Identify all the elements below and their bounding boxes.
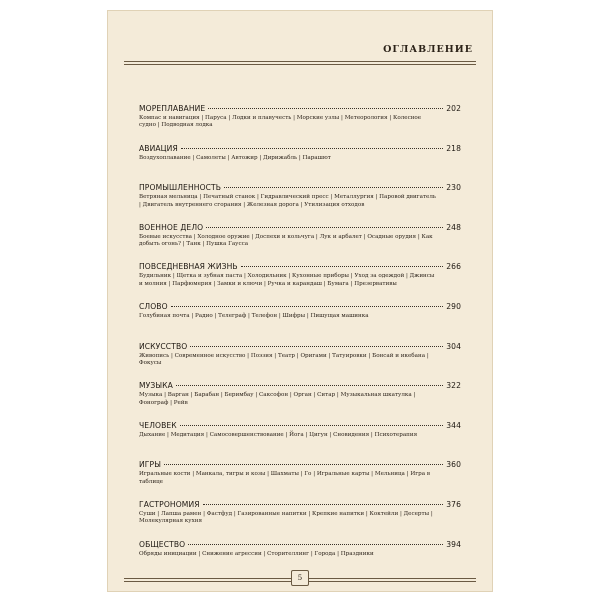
toc-entry-subtitle: Обряды инициации | Снижение агрессии | Сторителлинг | Города | Праздники bbox=[139, 550, 374, 557]
table-of-contents bbox=[139, 104, 461, 579]
toc-entry-title: ГАСТРОНОМИЯ bbox=[139, 499, 200, 509]
toc-entry-subtitle: Ветряная мельница | Печатный станок | Гидравлический пресс | Металлургия | Паровой двигатель | Двигатель внутреннего сгорания | Железная дорога | Утилизация отходов bbox=[139, 194, 436, 208]
toc-entry-title: АВИАЦИЯ bbox=[139, 143, 178, 153]
toc-entry-page: 202 bbox=[446, 104, 461, 113]
toc-entry-subtitle: Живопись | Современное искусство | Поэзия | Театр | Оригами | Татуировки | Бонсай и икебана | Фокусы bbox=[139, 352, 429, 366]
toc-entry-subtitle: Игральные кости | Манкала, тигры и козы | Шахматы | Го | Игральные карты | Мельница | Игра в таблице bbox=[139, 471, 430, 485]
toc-entry-page: 230 bbox=[446, 183, 461, 193]
toc-entry bbox=[139, 381, 461, 421]
toc-entry-heading[interactable] bbox=[139, 381, 461, 390]
toc-entry bbox=[139, 262, 461, 302]
toc-entry-page: 304 bbox=[446, 341, 461, 351]
toc-entry-heading[interactable] bbox=[139, 183, 461, 192]
toc-entry-heading[interactable] bbox=[139, 342, 461, 351]
dot-leader bbox=[206, 227, 443, 228]
dot-leader bbox=[188, 544, 443, 545]
toc-entry-title: ИСКУССТВО bbox=[139, 341, 188, 351]
dot-leader bbox=[190, 346, 443, 347]
toc-entry-page: 248 bbox=[446, 222, 461, 232]
toc-entry-title: ИГРЫ bbox=[139, 460, 161, 470]
toc-entry-heading[interactable] bbox=[139, 262, 461, 271]
dot-leader bbox=[181, 148, 443, 149]
toc-entry-page: 394 bbox=[446, 539, 461, 549]
toc-entry bbox=[139, 223, 461, 263]
toc-entry-heading[interactable] bbox=[139, 421, 461, 430]
toc-entry bbox=[139, 144, 461, 184]
dot-leader bbox=[203, 504, 444, 505]
toc-entry-subtitle: Суши | Лапша рамен | Фастфуд | Газированные напитки | Крепкие напитки | Коктейли | Десерты | Молекулярная кухня bbox=[139, 510, 433, 525]
toc-entry-title: ПРОМЫШЛЕННОСТЬ bbox=[139, 183, 222, 193]
toc-entry-title: ЧЕЛОВЕК bbox=[139, 420, 177, 430]
dot-leader bbox=[164, 464, 443, 465]
toc-entry-title: ВОЕННОЕ ДЕЛО bbox=[139, 222, 204, 232]
toc-entry-subtitle: Дыхание | Медитация | Самосовершенствование | Йога | Цигун | Сновидения | Психотерапия bbox=[139, 431, 418, 438]
toc-entry-heading[interactable] bbox=[139, 144, 461, 153]
page-number: 5 bbox=[291, 570, 309, 586]
toc-entry-subtitle: Голубиная почта | Радио | Телеграф | Телефон | Шифры | Пишущая машинка bbox=[139, 312, 369, 319]
toc-entry-title: МОРЕПЛАВАНИЕ bbox=[139, 104, 206, 113]
toc-entry-heading[interactable] bbox=[139, 223, 461, 232]
toc-entry-page: 266 bbox=[446, 262, 461, 272]
toc-entry-subtitle: Боевые искусства | Холодное оружие | Доспехи и кольчуга | Лук и арбалет | Осадные орудия | Как добыть огонь? | Танк | Пушка Гаусса bbox=[139, 233, 433, 248]
toc-entry-heading[interactable] bbox=[139, 104, 461, 113]
page-title: ОГЛАВЛЕНИЕ bbox=[383, 44, 473, 55]
toc-entry bbox=[139, 104, 461, 144]
dot-leader bbox=[241, 266, 444, 267]
toc-entry-title: СЛОВО bbox=[139, 301, 168, 311]
toc-entry bbox=[139, 460, 461, 500]
dot-leader bbox=[176, 385, 443, 386]
toc-entry-heading[interactable] bbox=[139, 500, 461, 509]
dot-leader bbox=[208, 108, 443, 109]
toc-entry bbox=[139, 302, 461, 342]
toc-entry-heading[interactable] bbox=[139, 302, 461, 311]
toc-entry-heading[interactable] bbox=[139, 540, 461, 549]
toc-entry bbox=[139, 500, 461, 540]
toc-entry-page: 376 bbox=[446, 499, 461, 509]
dot-leader bbox=[180, 425, 443, 426]
toc-entry-page: 344 bbox=[446, 420, 461, 430]
toc-entry-title: ПОВСЕДНЕВНАЯ ЖИЗНЬ bbox=[139, 262, 238, 272]
toc-entry bbox=[139, 183, 461, 223]
toc-entry bbox=[139, 421, 461, 461]
toc-entry-page: 218 bbox=[446, 143, 461, 153]
toc-entry-subtitle: Будильник | Щетка и зубная паста | Холодильник | Кухонные приборы | Уход за одеждой | Джинсы и молния | Парфюмерия | Замки и ключи | Ручка и карандаш | Бумага | Презервативы bbox=[139, 273, 435, 287]
toc-entry-subtitle: Музыка | Варган | Барабан | Беримбау | Саксофон | Орган | Ситар | Музыкальная шкатулка | Фонограф | Рейв bbox=[139, 392, 416, 406]
toc-entry bbox=[139, 342, 461, 382]
dot-leader bbox=[224, 187, 443, 188]
toc-entry-subtitle: Воздухоплавание | Самолеты | Автожир | Дирижабль | Парашют bbox=[139, 154, 331, 161]
toc-entry-title: МУЗЫКА bbox=[139, 381, 173, 391]
dot-leader bbox=[171, 306, 444, 307]
book-page bbox=[107, 10, 493, 592]
top-divider bbox=[124, 61, 476, 65]
toc-entry-title: ОБЩЕСТВО bbox=[139, 539, 186, 549]
toc-entry-page: 290 bbox=[446, 301, 461, 311]
toc-entry-page: 360 bbox=[446, 460, 461, 470]
toc-entry-page: 322 bbox=[446, 381, 461, 391]
toc-entry-subtitle: Компас и навигация | Паруса | Лодки и плавучесть | Морские узлы | Метеорология | Колесное судно | Подводная лодка bbox=[139, 115, 422, 129]
toc-entry-heading[interactable] bbox=[139, 460, 461, 469]
